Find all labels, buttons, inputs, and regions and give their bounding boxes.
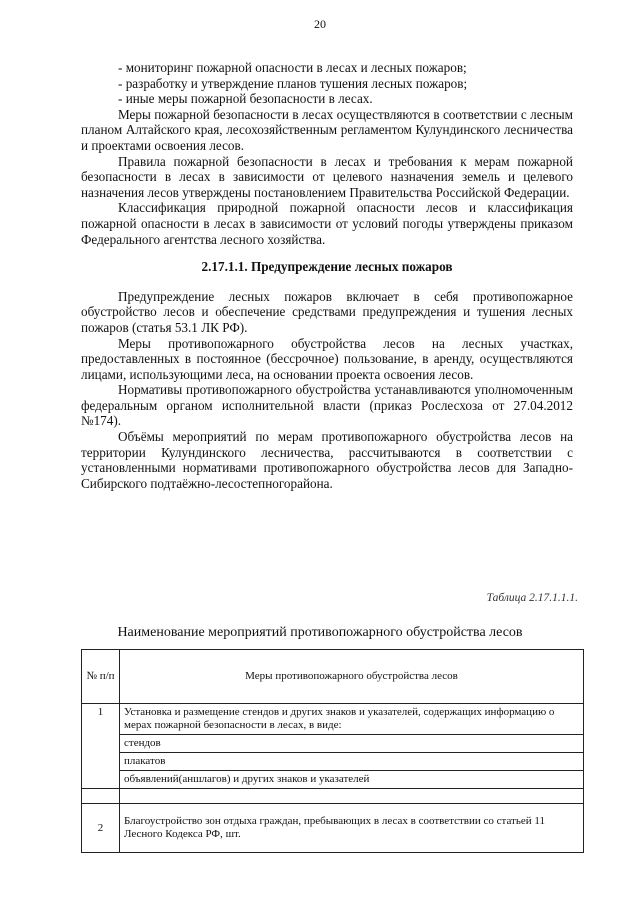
header-number-cell: № п/п: [82, 650, 120, 704]
document-body: [81, 60, 573, 491]
spacer-cell: [120, 789, 584, 804]
list-item: - иные меры пожарной безопасности в лесах.: [118, 91, 373, 107]
subrow-text-cell: плакатов: [120, 753, 584, 771]
paragraph: Меры пожарной безопасности в лесах осуществляются в соответствии с лесным планом Алтайского края, лесохозяйственным регламентом Кулундинского лесничества и проектами освоения лесов.: [81, 106, 573, 153]
row-text-cell: Благоустройство зон отдыха граждан, пребывающих в лесах в соответствии со статьей 11 Лесного Кодекса РФ, шт.: [120, 804, 584, 853]
table-spacer-row: [82, 789, 584, 804]
table-header-row: [82, 650, 584, 704]
table-caption: Таблица 2.17.1.1.1.: [486, 592, 578, 604]
paragraph: Нормативы противопожарного обустройства устанавливаются уполномоченным федеральным органом исполнительной власти (приказ Рослесхоза от 27.04.2012 №174).: [81, 382, 573, 429]
table-row: [82, 704, 584, 735]
header-title-cell: Меры противопожарного обустройства лесов: [120, 650, 584, 704]
subrow-text-cell: стендов: [120, 735, 584, 753]
table-subrow: [82, 753, 584, 771]
table-row: [82, 804, 584, 853]
paragraph: Классификация природной пожарной опасности лесов и классификация пожарной опасности в лесах в зависимости от условий погоды утверждены приказом Федерального агентства лесного хозяйства.: [81, 200, 573, 247]
list-item: - мониторинг пожарной опасности в лесах и лесных пожаров;: [118, 60, 467, 75]
row-number-cell: 2: [82, 804, 120, 853]
paragraph: Предупреждение лесных пожаров включает в себя противопожарное обустройство лесов и обеспечение средствами предупреждения и тушения лесных пожаров (статья 53.1 ЛК РФ).: [81, 288, 573, 335]
table-title: Наименование мероприятий противопожарного обустройства лесов: [117, 625, 523, 640]
spacer-cell: [82, 789, 120, 804]
paragraph: Правила пожарной безопасности в лесах и требования к мерам пожарной безопасности в лесах в зависимости от целевого назначения земель и целевого назначения лесов утверждены постановлением Правительства Российской Федерации.: [81, 153, 573, 200]
list-item: - разработку и утверждение планов тушения лесных пожаров;: [118, 75, 468, 91]
page-number: 20: [314, 17, 326, 31]
section-heading: 2.17.1.1. Предупреждение лесных пожаров: [201, 259, 453, 275]
row-text-cell: Установка и размещение стендов и других знаков и указателей, содержащих информацию о мерах пожарной безопасности в лесах, в виде:: [120, 704, 584, 735]
measures-table: [81, 649, 584, 853]
paragraph: Объёмы мероприятий по мерам противопожарного обустройства лесов на территории Кулундинского лесничества, рассчитываются в соответствии с установленными нормативами противопожарного обустройства лесов для Западно-Сибирского подтаёжно-лесостепногорайона.: [81, 429, 573, 491]
subrow-text-cell: объявлений(аншлагов) и других знаков и указателей: [120, 771, 584, 789]
row-number-cell: 1: [82, 704, 120, 789]
table-subrow: [82, 771, 584, 789]
table-subrow: [82, 735, 584, 753]
paragraph: Меры противопожарного обустройства лесов на лесных участках, предоставленных в постоянное (бессрочное) пользование, в аренду, осуществляются лицами, использующими леса, на основании проекта освоения лесов.: [81, 335, 573, 382]
